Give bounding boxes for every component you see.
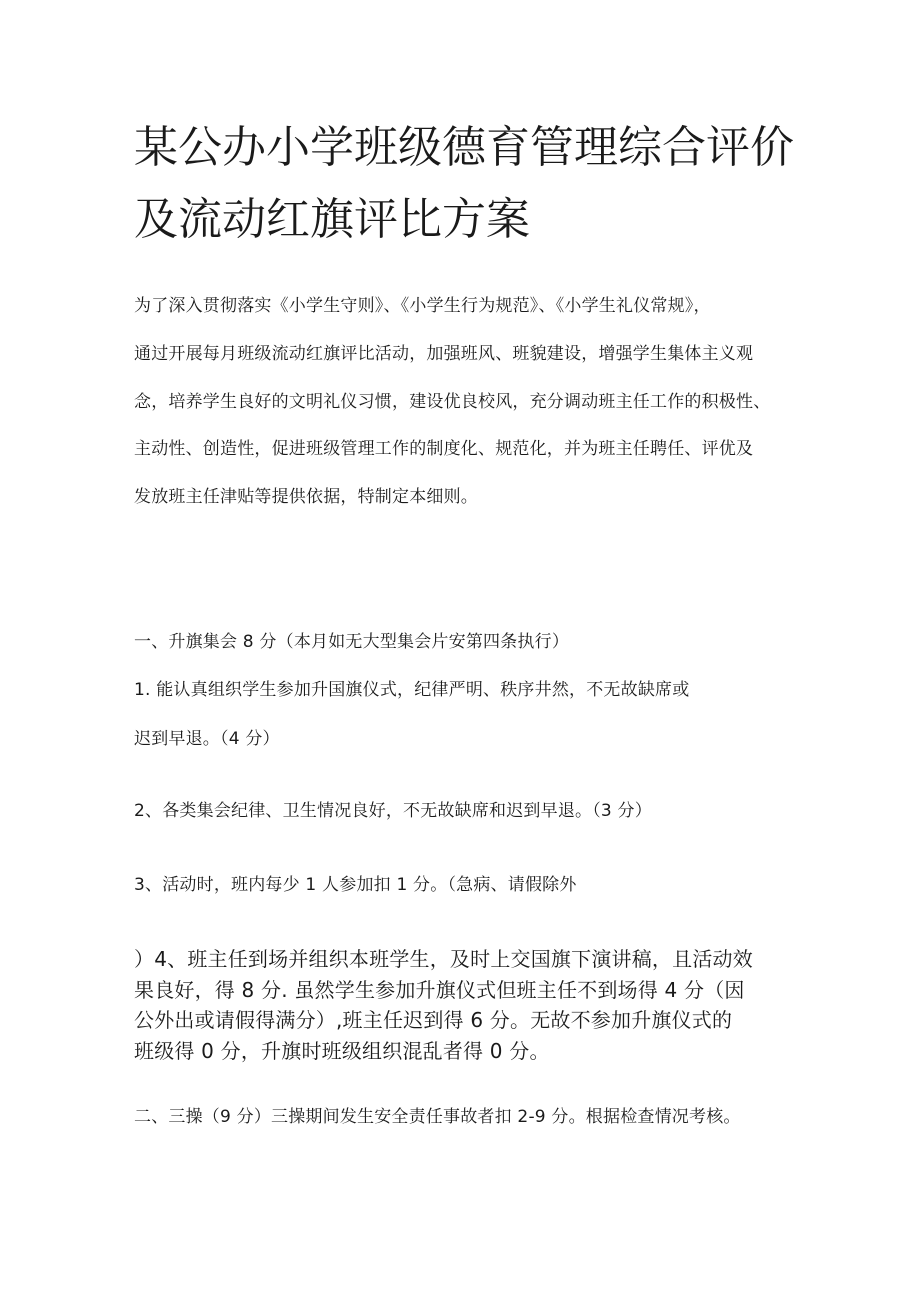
intro-line-2: 通过开展每月班级流动红旗评比活动，加强班风、班貌建设，增强学生集体主义观 [134,344,754,364]
intro-line-3: 念，培养学生良好的文明礼仪习惯，建设优良校风，充分调动班主任工作的积极性、 [134,392,771,412]
section1-item4-line1: ）4、班主任到场并组织本班学生，及时上交国旗下演讲稿，且活动效 [134,947,753,971]
section1-item2: 2、各类集会纪律、卫生情况良好，不无故缺席和迟到早退。（3 分） [134,801,652,821]
section2-heading: 二、三操（9 分）三操期间发生安全责任事故者扣 2-9 分。根据检查情况考核。 [134,1107,741,1127]
section1-item1-line2: 迟到早退。（4 分） [134,729,280,749]
section1-item4-line2: 果良好，得 8 分. 虽然学生参加升旗仪式但班主任不到场得 4 分（因 [134,978,745,1002]
intro-line-4: 主动性、创造性，促进班级管理工作的制度化、规范化，并为班主任聘任、评优及 [134,439,754,459]
section1-item4-line3: 公外出或请假得满分）,班主任迟到得 6 分。无故不参加升旗仪式的 [134,1008,733,1032]
intro-line-1: 为了深入贯彻落实《小学生守则》、《小学生行为规范》、《小学生礼仪常规》， [134,296,711,316]
section1-item1-line1: 1. 能认真组织学生参加升国旗仪式，纪律严明、秩序井然，不无故缺席或 [134,680,690,700]
section1-heading: 一、升旗集会 8 分（本月如无大型集会片安第四条执行） [134,632,570,652]
section1-item3: 3、活动时，班内每少 1 人参加扣 1 分。（急病、请假除外 [134,875,577,895]
document-title-line-2: 及流动红旗评比方案 [134,194,530,245]
section1-item4-line4: 班级得 0 分，升旗时班级组织混乱者得 0 分。 [134,1039,550,1063]
document-title-line-1: 某公办小学班级德育管理综合评价 [134,122,794,173]
intro-line-5: 发放班主任津贴等提供依据，特制定本细则。 [134,487,478,507]
